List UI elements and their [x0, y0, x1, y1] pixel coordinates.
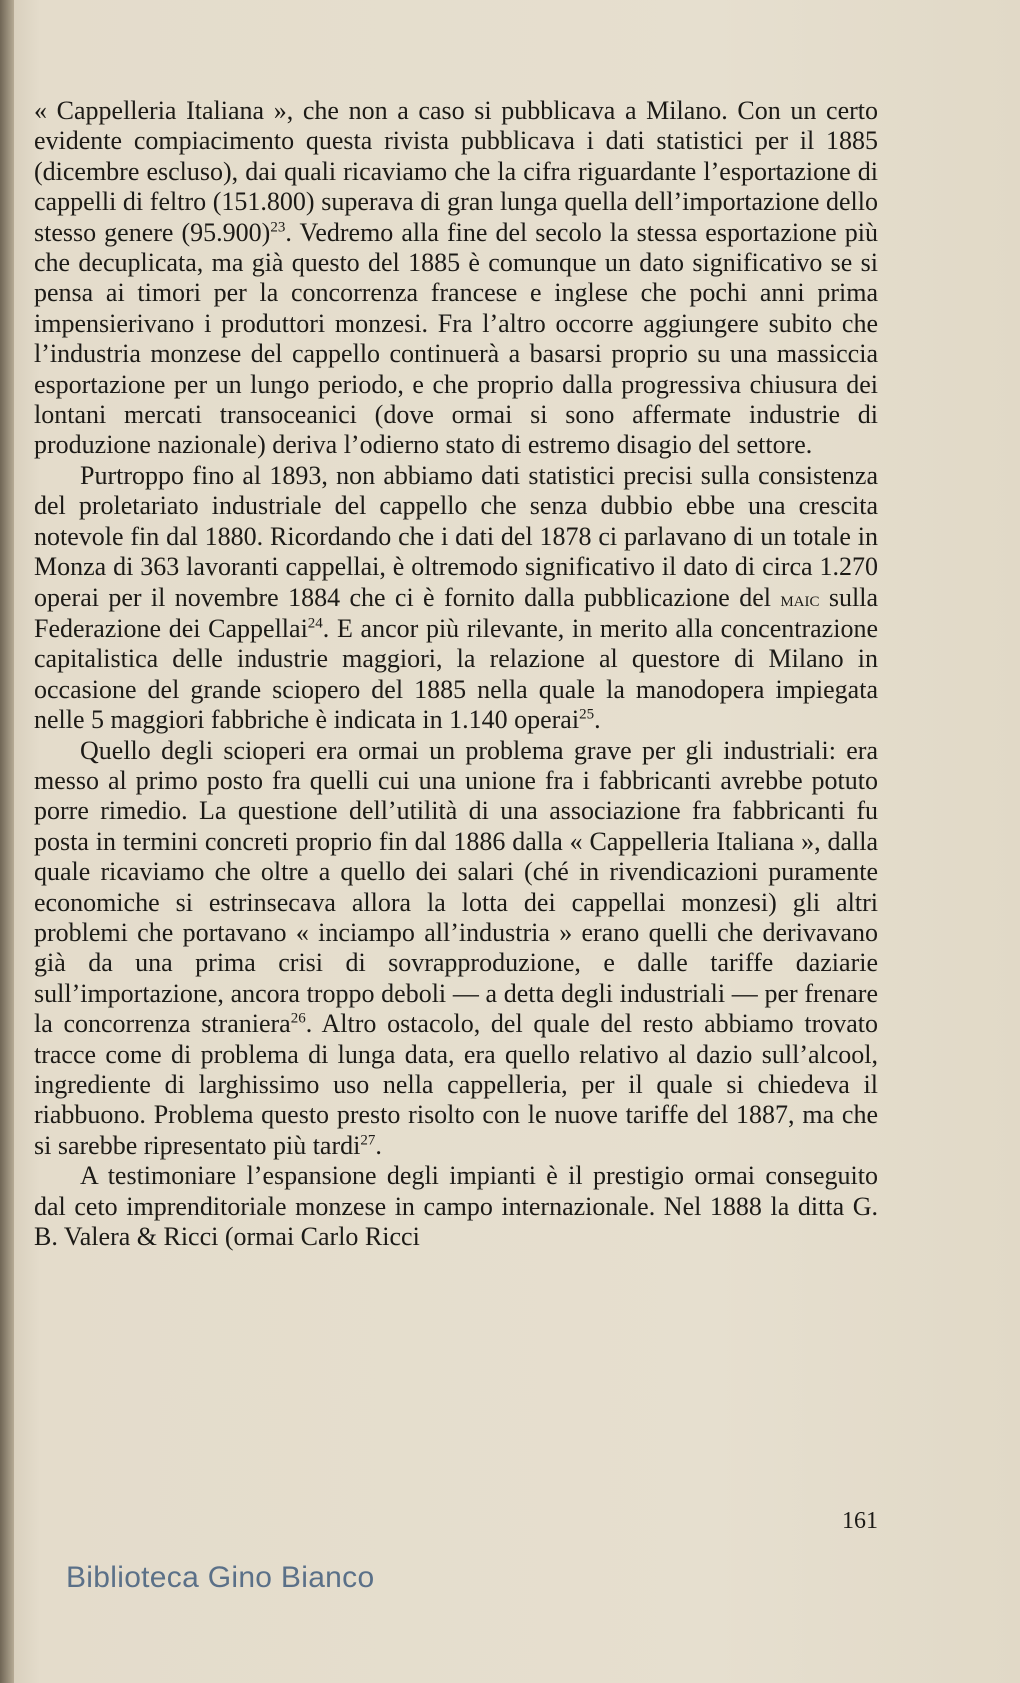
paragraph	[34, 461, 878, 736]
text-run: sulla Federazione dei Cappellai	[34, 582, 878, 643]
text-run: « Cappelleria Italiana », che non a caso si pubblicava a Milano. Con un certo evidente compiacimento questa rivista pubblicava i dati statistici per il 1885 (dicembre escluso), dai quali ricaviamo che la cifra riguardante l’esportazione di cappelli di feltro (151.800) superava di gran lunga quella dell’importazione dello stesso genere (95.900)	[34, 96, 878, 247]
text-run: . Altro ostacolo, del quale del resto abbiamo trovato tracce come di problema di lunga data, era quello relativo al dazio sull’alcool, ingrediente di larghissimo uso nella cappelleria, per il quale si chiedeva il riabbuono. Problema questo presto risolto con le nuove tariffe del 1887, ma che si sarebbe ripresentato più tardi	[34, 1009, 878, 1160]
footnote-ref: 23	[270, 218, 286, 235]
text-run: .	[375, 1130, 382, 1160]
footnote-ref: 25	[579, 706, 595, 723]
footnote-ref: 24	[307, 615, 323, 632]
paragraph	[34, 736, 878, 1162]
body-text	[34, 96, 878, 1252]
paragraph	[34, 96, 878, 461]
library-watermark: Biblioteca Gino Bianco	[66, 1561, 375, 1594]
text-run: . Vedremo alla fine del secolo la stessa esportazione più che decuplicata, ma già questo del 1885 è comunque un dato significativo se si pensa ai timori per la concorrenza francese e inglese che pochi anni prima impensierivano i produttori monzesi. Fra l’altro occorre aggiungere subito che l’industria monzese del cappello continuerà a basarsi proprio su una massiccia esportazione per un lungo periodo, e che proprio dalla progressiva chiusura dei lontani mercati transoceanici (dove ormai si sono affermate industrie di produzione nazionale) deriva l’odierno stato di estremo disagio del settore.	[34, 217, 878, 460]
page-number: 161	[842, 1508, 878, 1534]
paragraph	[34, 1161, 878, 1252]
text-run: .	[594, 705, 601, 735]
text-run: Quello degli scioperi era ormai un problema grave per gli industriali: era messo al primo posto fra quelli cui una unione fra i fabbricanti avrebbe potuto porre rimedio. La questione dell’utilità di una associazione fra fabbricanti fu posta in termini concreti proprio fin dal 1886 dalla « Cappelleria Italiana », dalla quale ricaviamo che oltre a quello dei salari (ché in rivendicazioni puramente economiche si estrinsecava allora la lotta dei cappellai monzesi) gli altri problemi che portavano « inciampo all’industria » erano quelli che derivavano già da una prima crisi di sovrapproduzione, e dalle tariffe daziarie sull’importazione, ancora troppo deboli — a detta degli industriali — per frenare la concorrenza straniera	[34, 735, 878, 1039]
acronym: maic	[780, 585, 820, 611]
book-spine-shadow	[0, 0, 14, 1683]
footnote-ref: 26	[290, 1010, 306, 1027]
text-run: A testimoniare l’espansione degli impianti è il prestigio ormai conseguito dal ceto imprenditoriale monzese in campo internazionale. Nel 1888 la ditta G. B. Valera & Ricci (ormai Carlo Ricci	[34, 1161, 878, 1252]
text-run: Purtroppo fino al 1893, non abbiamo dati statistici precisi sulla consistenza del proletariato industriale del cappello che senza dubbio ebbe una crescita notevole fin dal 1880. Ricordando che i dati del 1878 ci parlavano di un totale in Monza di 363 lavoranti cappellai, è oltremodo significativo il dato di circa 1.270 operai per il novembre 1884 che ci è fornito dalla pubblicazione del	[34, 460, 878, 612]
footnote-ref: 27	[360, 1132, 376, 1149]
text-run: . E ancor più rilevante, in merito alla concentrazione capitalistica delle industrie maggiori, la relazione al questore di Milano in occasione del grande sciopero del 1885 nella quale la manodopera impiegata nelle 5 maggiori fabbriche è indicata in 1.140 operai	[34, 613, 878, 735]
